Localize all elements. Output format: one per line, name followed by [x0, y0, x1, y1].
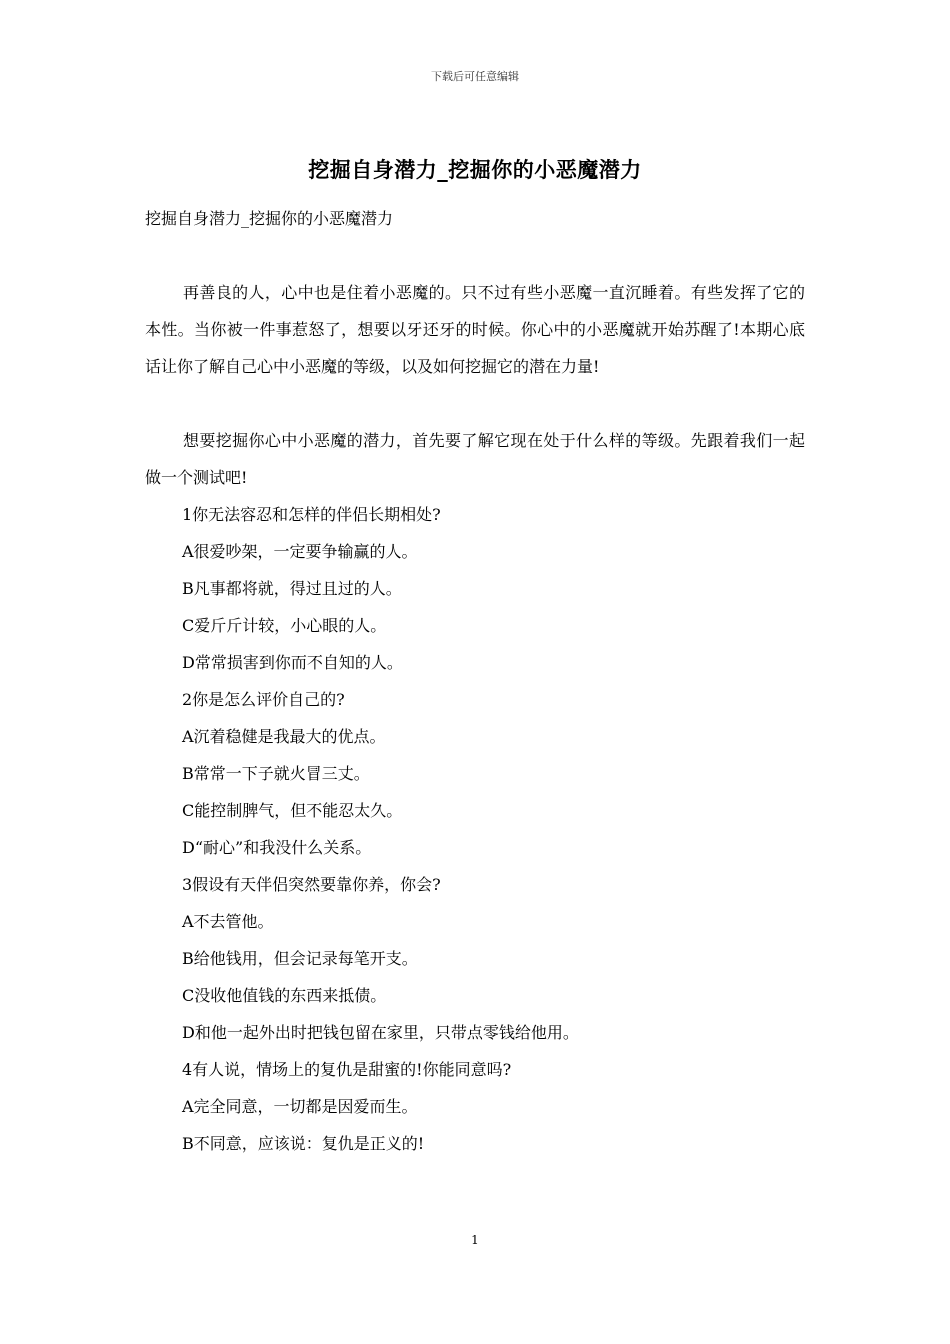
option-line: D和他一起外出时把钱包留在家里，只带点零钱给他用。 — [182, 1023, 579, 1042]
document-title: 挖掘自身潜力_挖掘你的小恶魔潜力 — [308, 157, 642, 182]
option-line: A完全同意，一切都是因爱而生。 — [182, 1097, 418, 1116]
document-subtitle: 挖掘自身潜力_挖掘你的小恶魔潜力 — [145, 209, 394, 228]
option-line: D常常损害到你而不自知的人。 — [182, 653, 403, 672]
option-line: C爱斤斤计较，小心眼的人。 — [182, 616, 387, 635]
option-line: B常常一下子就火冒三丈。 — [182, 764, 370, 783]
question-line: 4有人说，情场上的复仇是甜蜜的!你能同意吗? — [182, 1060, 512, 1079]
test-intro-paragraph: 想要挖掘你心中小恶魔的潜力，首先要了解它现在处于什么样的等级。先跟着我们一起做一个测试吧! — [145, 431, 805, 487]
option-line: D“耐心”和我没什么关系。 — [182, 838, 372, 857]
option-line: A不去管他。 — [182, 912, 274, 931]
option-line: B凡事都将就，得过且过的人。 — [182, 579, 402, 598]
document-body — [145, 200, 805, 1162]
option-line: B给他钱用，但会记录每笔开支。 — [182, 949, 418, 968]
option-line: C能控制脾气，但不能忍太久。 — [182, 801, 403, 820]
option-line: A很爱吵架，一定要争输赢的人。 — [182, 542, 418, 561]
paragraph-gap — [145, 237, 805, 274]
question-line: 2你是怎么评价自己的? — [182, 690, 345, 709]
question-line: 3假设有天伴侣突然要靠你养，你会? — [182, 875, 441, 894]
header-note: 下载后可任意编辑 — [431, 70, 519, 83]
intro-paragraph: 再善良的人，心中也是住着小恶魔的。只不过有些小恶魔一直沉睡着。有些发挥了它的本性。当你被一件事惹怒了，想要以牙还牙的时候。你心中的小恶魔就开始苏醒了!本期心底话让你了解自己心中小恶魔的等级，以及如何挖掘它的潜在力量! — [145, 283, 805, 376]
question-line: 1你无法容忍和怎样的伴侣长期相处? — [182, 505, 441, 524]
option-line: B不同意，应该说：复仇是正义的! — [182, 1134, 425, 1153]
paragraph-gap — [145, 385, 805, 422]
option-line: A沉着稳健是我最大的优点。 — [182, 727, 386, 746]
page-number: 1 — [471, 1233, 479, 1247]
option-line: C没收他值钱的东西来抵债。 — [182, 986, 387, 1005]
